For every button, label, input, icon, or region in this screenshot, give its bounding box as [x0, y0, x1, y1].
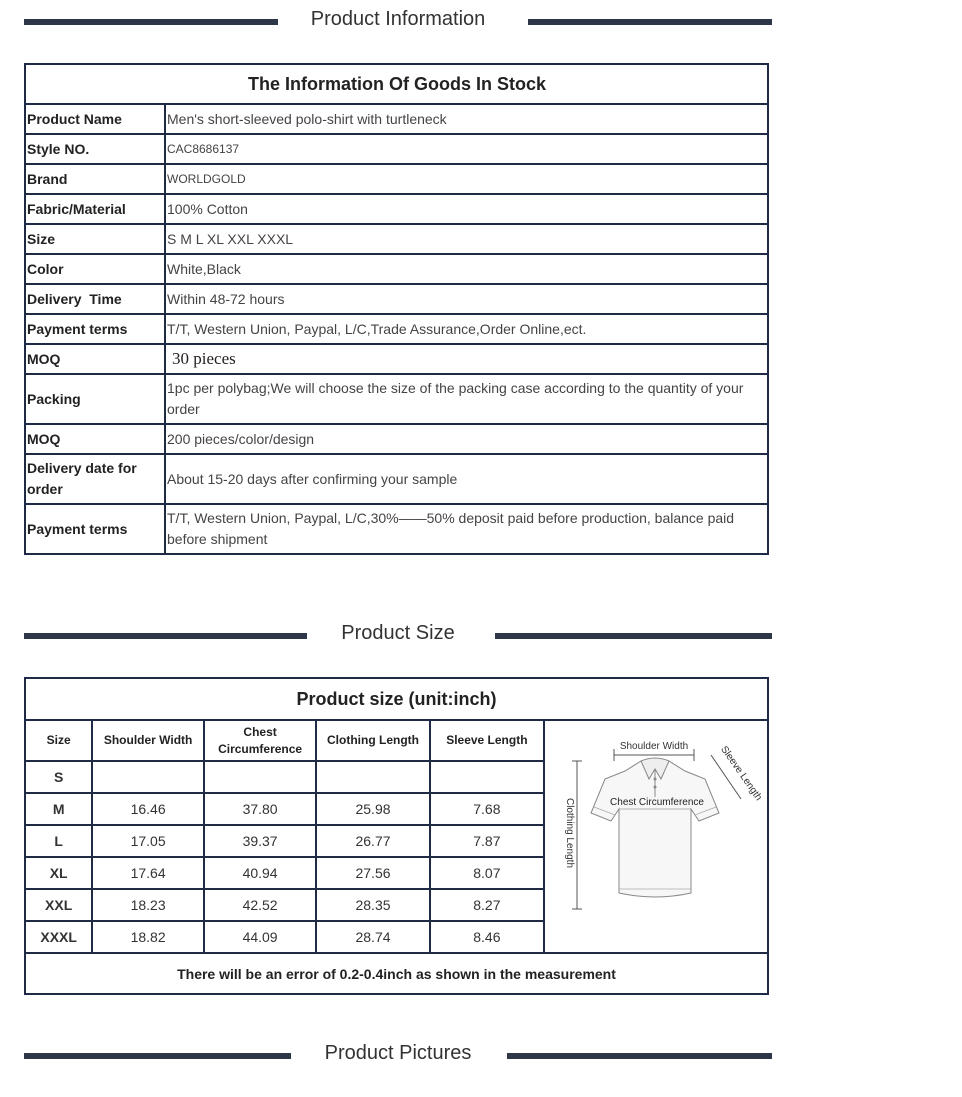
- sleeve-cell: [430, 761, 544, 793]
- table-row: [25, 254, 768, 284]
- row-key: Delivery date for order: [25, 454, 165, 504]
- row-value: 1pc per polybag;We will choose the size of the packing case according to the quantity of your order: [165, 374, 768, 424]
- divider-right: [528, 19, 772, 25]
- row-key: Color: [25, 254, 165, 284]
- size-cell: XL: [25, 857, 92, 889]
- measurement-diagram: [544, 720, 768, 953]
- table-caption: The Information Of Goods In Stock: [25, 64, 768, 104]
- sleeve-cell: 8.27: [430, 889, 544, 921]
- chest-cell: 39.37: [204, 825, 316, 857]
- sleeve-cell: 7.87: [430, 825, 544, 857]
- table-row: [25, 194, 768, 224]
- shoulder-cell: 17.64: [92, 857, 204, 889]
- row-value: WORLDGOLD: [165, 164, 768, 194]
- chest-cell: 42.52: [204, 889, 316, 921]
- size-cell: S: [25, 761, 92, 793]
- column-header: Chest Circumference: [204, 720, 316, 761]
- section-title: Product Pictures: [324, 1042, 472, 1064]
- table-row: [25, 374, 768, 424]
- size-cell: L: [25, 825, 92, 857]
- row-value: Within 48-72 hours: [165, 284, 768, 314]
- polo-shirt-measurement-icon: [545, 721, 767, 949]
- chest-cell: 40.94: [204, 857, 316, 889]
- table-row: [25, 104, 768, 134]
- length-cell: 28.74: [316, 921, 429, 953]
- shoulder-cell: 18.82: [92, 921, 204, 953]
- length-cell: 25.98: [316, 793, 429, 825]
- table-row: [25, 224, 768, 254]
- row-value: T/T, Western Union, Paypal, L/C,30%——50% deposit paid before production, balance paid before shipment: [165, 504, 768, 554]
- table-row: [25, 454, 768, 504]
- column-header: Size: [25, 720, 92, 761]
- size-cell: XXL: [25, 889, 92, 921]
- column-header: Shoulder Width: [92, 720, 204, 761]
- section-title: Product Size: [341, 622, 455, 644]
- row-value: S M L XL XXL XXXL: [165, 224, 768, 254]
- row-key: Size: [25, 224, 165, 254]
- section-header-product-pictures: [24, 1038, 772, 1068]
- row-value: 30 pieces: [165, 344, 768, 374]
- length-cell: [316, 761, 429, 793]
- product-size-table: [24, 677, 769, 995]
- row-value: About 15-20 days after confirming your sample: [165, 454, 768, 504]
- section-title: Product Information: [310, 8, 486, 30]
- sleeve-length-label: Sleeve Length: [718, 744, 764, 803]
- table-row: [25, 134, 768, 164]
- sleeve-cell: 8.07: [430, 857, 544, 889]
- chest-cell: 44.09: [204, 921, 316, 953]
- shoulder-width-label: Shoulder Width: [619, 741, 689, 752]
- table-header-row: [25, 720, 768, 761]
- section-header-product-size: [24, 618, 772, 648]
- size-cell: XXXL: [25, 921, 92, 953]
- divider-right: [495, 633, 772, 639]
- clothing-length-label: Clothing Length: [564, 797, 575, 869]
- shoulder-cell: 18.23: [92, 889, 204, 921]
- section-header-product-information: [24, 4, 772, 34]
- shoulder-cell: [92, 761, 204, 793]
- row-value: 100% Cotton: [165, 194, 768, 224]
- table-row: [25, 164, 768, 194]
- chest-circumference-label: Chest Circumference: [610, 797, 704, 808]
- row-key: Style NO.: [25, 134, 165, 164]
- goods-info-table: [24, 63, 769, 555]
- table-row: [25, 424, 768, 454]
- row-key: Payment terms: [25, 504, 165, 554]
- shoulder-cell: 17.05: [92, 825, 204, 857]
- row-key: Delivery Time: [25, 284, 165, 314]
- length-cell: 28.35: [316, 889, 429, 921]
- row-key: MOQ: [25, 344, 165, 374]
- sleeve-cell: 7.68: [430, 793, 544, 825]
- chest-cell: 37.80: [204, 793, 316, 825]
- row-value: CAC8686137: [165, 134, 768, 164]
- measurement-error-note: There will be an error of 0.2-0.4inch as shown in the measurement: [25, 953, 768, 994]
- row-value: Men's short-sleeved polo-shirt with turtleneck: [165, 104, 768, 134]
- shoulder-cell: 16.46: [92, 793, 204, 825]
- row-value: White,Black: [165, 254, 768, 284]
- size-cell: M: [25, 793, 92, 825]
- table-row: [25, 504, 768, 554]
- table-row: [25, 314, 768, 344]
- row-key: Brand: [25, 164, 165, 194]
- table-caption: Product size (unit:inch): [25, 678, 768, 720]
- chest-cell: [204, 761, 316, 793]
- table-row: [25, 284, 768, 314]
- row-value: 200 pieces/color/design: [165, 424, 768, 454]
- column-header: Clothing Length: [316, 720, 429, 761]
- sleeve-cell: 8.46: [430, 921, 544, 953]
- row-value: T/T, Western Union, Paypal, L/C,Trade Assurance,Order Online,ect.: [165, 314, 768, 344]
- row-key: MOQ: [25, 424, 165, 454]
- length-cell: 27.56: [316, 857, 429, 889]
- length-cell: 26.77: [316, 825, 429, 857]
- row-key: Packing: [25, 374, 165, 424]
- divider-right: [507, 1053, 772, 1059]
- table-row: [25, 344, 768, 374]
- row-key: Fabric/Material: [25, 194, 165, 224]
- row-key: Payment terms: [25, 314, 165, 344]
- column-header: Sleeve Length: [430, 720, 544, 761]
- row-key: Product Name: [25, 104, 165, 134]
